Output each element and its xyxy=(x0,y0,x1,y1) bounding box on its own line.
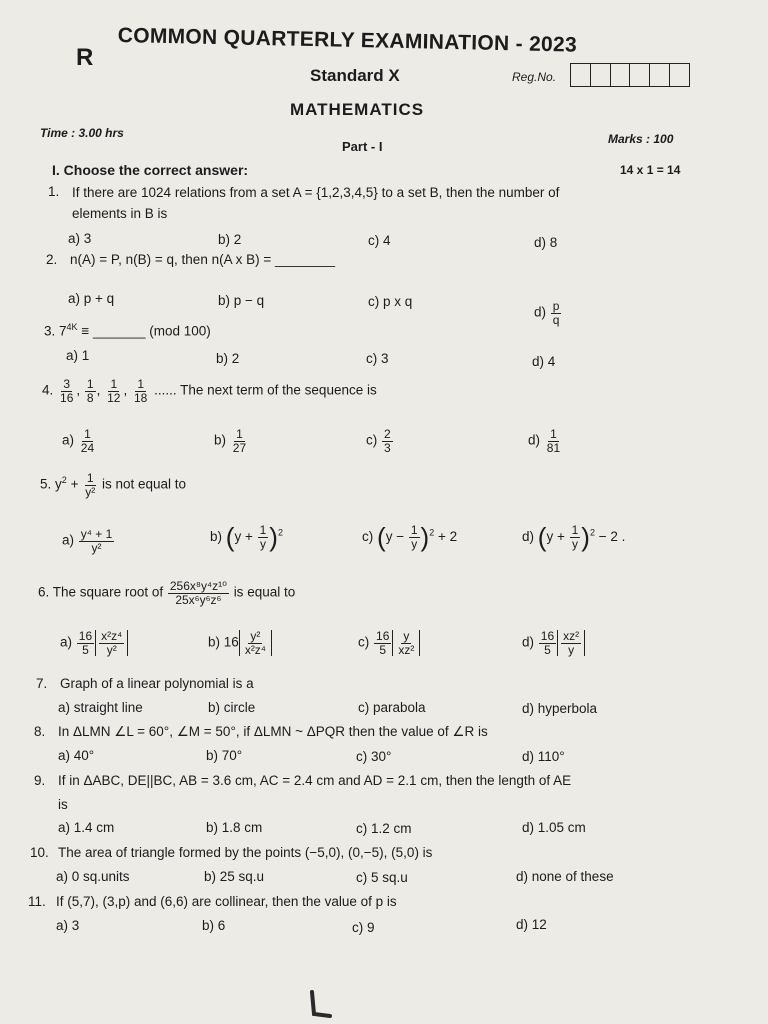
reg-no-label: Reg.No. xyxy=(512,70,557,84)
numerator: 1 xyxy=(236,427,243,441)
question-text: elements in B is xyxy=(72,206,168,221)
base: 7 xyxy=(59,323,67,339)
question-tail: ≡ _______ (mod 100) xyxy=(81,323,211,339)
fraction xyxy=(561,630,581,656)
denominator: 12 xyxy=(107,390,121,405)
option-label: d) xyxy=(522,634,535,650)
expr: y + xyxy=(234,529,253,545)
denominator: xz² xyxy=(398,642,415,657)
numerator: 256x⁸y⁴z¹⁰ xyxy=(169,579,227,593)
question-number: 8. xyxy=(34,724,46,739)
numerator: x²z⁴ xyxy=(101,629,123,643)
numerator: 16 xyxy=(78,629,93,643)
numerator: 1 xyxy=(410,523,418,538)
question-number: 10. xyxy=(30,845,49,860)
denominator: 81 xyxy=(546,440,561,455)
question-tail: ...... The next term of the sequence is xyxy=(154,382,377,398)
fraction xyxy=(168,580,229,606)
option-a xyxy=(62,428,97,454)
section-marks: 14 x 1 = 14 xyxy=(620,163,681,177)
numerator: 16 xyxy=(376,629,390,643)
fraction xyxy=(551,300,562,326)
question-text xyxy=(40,472,186,498)
question-text: 4. $\frac{3}{16}$ , $\frac{1}{8}$ , $\frac{1}{12}$ , $\frac{1}{18}$ ...... The next term of the sequence is xyxy=(42,377,377,405)
fraction xyxy=(570,524,581,550)
numerator: p xyxy=(552,299,560,313)
fraction xyxy=(539,630,556,656)
option-c: c) p x q xyxy=(368,294,413,309)
option-d: d) 4 xyxy=(532,354,556,369)
numerator: 3 xyxy=(63,377,71,391)
question-number: 7. xyxy=(36,676,48,691)
denominator: 5 xyxy=(379,642,387,657)
denominator: 5 xyxy=(82,642,89,657)
option-d: d) 8 xyxy=(534,235,558,250)
denominator: 24 xyxy=(80,440,95,455)
reg-no-box xyxy=(571,64,591,86)
denominator: 18 xyxy=(133,390,148,405)
option-c xyxy=(362,522,457,553)
fraction xyxy=(396,630,416,656)
option-a xyxy=(62,528,115,554)
option-b: b) 25 sq.u xyxy=(204,869,265,884)
question-tail: is equal to xyxy=(233,584,296,600)
denominator: y² xyxy=(106,642,117,657)
denominator: 27 xyxy=(232,440,247,455)
numerator: 1 xyxy=(137,377,144,391)
option-label: c) xyxy=(362,529,374,545)
numerator: 1 xyxy=(550,427,557,441)
option-d: d) 1.05 cm xyxy=(522,820,586,835)
fraction xyxy=(99,630,124,656)
question-number: 1. xyxy=(48,184,60,199)
total-marks: Marks : 100 xyxy=(608,132,674,146)
question-number: 4. xyxy=(42,382,54,398)
option-d xyxy=(528,428,563,454)
question-tail: is not equal to xyxy=(101,476,187,492)
numerator: y xyxy=(403,629,410,643)
part-label: Part - I xyxy=(342,139,383,154)
option-label: b) xyxy=(210,529,223,545)
paren-open: ( xyxy=(377,522,386,552)
option-label: c) xyxy=(358,634,370,650)
denominator: 3 xyxy=(384,440,391,455)
fraction xyxy=(85,378,96,404)
absolute-value xyxy=(239,630,272,656)
denominator: y xyxy=(568,642,575,657)
denominator: y² xyxy=(91,540,102,555)
question-text: If (5,7), (3,p) and (6,6) are collinear, then the value of p is xyxy=(56,894,397,909)
option-a xyxy=(60,630,128,656)
option-a: a) 3 xyxy=(56,918,80,933)
reg-no-box xyxy=(670,64,689,86)
numerator: 1 xyxy=(259,523,267,538)
option-label: b) xyxy=(208,634,221,650)
option-d: d) 12 xyxy=(516,917,547,932)
question-text xyxy=(44,322,211,339)
option-c: c) 5 sq.u xyxy=(356,870,408,885)
denominator: 16 xyxy=(60,390,74,405)
reg-no-box xyxy=(650,64,670,86)
question-text: In ΔLMN ∠L = 60°, ∠M = 50°, if ΔLMN ~ ΔPQR then the value of ∠R is xyxy=(58,724,488,739)
option-a: a) 1.4 cm xyxy=(58,820,115,835)
option-b: b) 70° xyxy=(206,748,243,763)
question-text: If in ΔABC, DE||BC, AB = 3.6 cm, AC = 2.4 cm and AD = 2.1 cm, then the length of AE xyxy=(58,773,572,788)
paren-close: ) xyxy=(269,522,278,552)
fraction xyxy=(243,630,268,656)
option-label: a) xyxy=(60,634,73,650)
option-b: b) circle xyxy=(208,700,256,715)
expr: y + xyxy=(546,529,565,545)
question-number: 11. xyxy=(28,894,46,909)
question-number: 5. xyxy=(40,476,52,492)
expr-tail: + 2 xyxy=(437,529,458,545)
question-text: n(A) = P, n(B) = q, then n(A x B) = ________ xyxy=(70,252,336,267)
option-b: b) p − q xyxy=(218,293,265,308)
denominator: y² xyxy=(85,484,96,499)
question-text: Graph of a linear polynomial is a xyxy=(60,676,254,691)
exponent: 2 xyxy=(61,475,67,486)
option-a: a) p + q xyxy=(68,291,115,306)
numerator: 1 xyxy=(86,471,94,485)
option-c xyxy=(358,630,420,656)
denominator: x²z⁴ xyxy=(244,642,266,657)
numerator: xz² xyxy=(563,629,580,643)
option-c xyxy=(366,428,394,454)
absolute-value xyxy=(95,630,128,656)
section-instruction: I. Choose the correct answer: xyxy=(52,162,249,178)
subject-title: MATHEMATICS xyxy=(290,100,425,119)
option-b: b) 1.8 cm xyxy=(206,820,263,835)
denominator: 8 xyxy=(86,390,94,405)
fraction xyxy=(374,630,391,656)
fraction xyxy=(258,524,269,550)
paren-open: ( xyxy=(537,522,547,552)
option-d: d) 110° xyxy=(522,749,565,764)
option-a: a) straight line xyxy=(58,700,143,715)
exponent: 2 xyxy=(429,527,435,538)
option-label: a) xyxy=(62,532,75,548)
reg-no-boxes xyxy=(570,63,690,87)
exponent: 4K xyxy=(66,322,78,332)
denominator: y xyxy=(571,537,578,551)
denominator: 25x⁶y⁶z⁶ xyxy=(175,592,222,607)
option-label: d) xyxy=(528,432,541,448)
option-b xyxy=(210,522,283,553)
option-b: b) 2 xyxy=(218,232,242,247)
numerator: 16 xyxy=(540,629,555,643)
option-a: a) 0 sq.units xyxy=(56,869,130,884)
expr: y − xyxy=(385,529,405,545)
option-label: a) xyxy=(62,432,75,448)
option-label: d) xyxy=(522,529,535,545)
time-allowed: Time : 3.00 hrs xyxy=(40,126,124,140)
numerator: 1 xyxy=(86,377,94,391)
fraction xyxy=(77,630,94,656)
numerator: y⁴ + 1 xyxy=(80,527,113,541)
absolute-value xyxy=(557,630,585,656)
absolute-value xyxy=(392,630,420,656)
option-a: a) 3 xyxy=(68,231,92,246)
fraction xyxy=(409,524,420,550)
option-c: c) 1.2 cm xyxy=(356,821,412,836)
option-c: c) 3 xyxy=(366,351,389,366)
denominator: 5 xyxy=(544,642,551,657)
paren-close: ) xyxy=(420,522,430,552)
ink-mark-decoration xyxy=(300,990,340,1020)
question-number: 6. xyxy=(38,584,50,600)
numerator: 2 xyxy=(384,427,391,441)
numerator: 1 xyxy=(571,523,579,538)
fraction xyxy=(545,428,562,454)
numerator: 1 xyxy=(110,377,118,391)
reg-no-box xyxy=(591,64,611,86)
question-text: If there are 1024 relations from a set A = {1,2,3,4,5} to a set B, then the number of xyxy=(72,185,560,200)
exponent: 2 xyxy=(589,527,595,538)
fraction xyxy=(79,428,96,454)
option-b: b) 2 xyxy=(216,351,240,366)
question-text: is xyxy=(58,797,68,812)
exam-title: COMMON QUARTERLY EXAMINATION - 2023 xyxy=(117,24,578,57)
option-c: c) parabola xyxy=(358,700,426,715)
exponent: 2 xyxy=(277,527,283,538)
fraction xyxy=(132,378,149,404)
fraction xyxy=(231,428,248,454)
option-c: c) 9 xyxy=(352,920,375,935)
option-a: a) 1 xyxy=(66,348,90,363)
option-c: c) 30° xyxy=(356,749,392,764)
fraction xyxy=(382,428,393,454)
fraction xyxy=(105,378,122,404)
series-code: R xyxy=(76,44,94,71)
question-lead: The square root of xyxy=(52,584,164,600)
numerator: y² xyxy=(250,629,261,643)
question-number: 2. xyxy=(46,252,58,267)
coefficient: 16 xyxy=(223,634,239,650)
paren-close: ) xyxy=(581,522,590,552)
option-d: d) hyperbola xyxy=(522,701,598,716)
reg-no-box xyxy=(611,64,631,86)
plus-sign: + xyxy=(70,476,79,492)
question-text xyxy=(38,580,295,606)
option-a: a) 40° xyxy=(58,748,95,763)
option-d xyxy=(534,300,562,326)
question-number: 3. xyxy=(44,323,56,339)
lhs: y xyxy=(55,476,62,492)
fraction xyxy=(58,378,75,404)
option-b: b) 6 xyxy=(202,918,226,933)
option-label: b) xyxy=(214,432,227,448)
paren-open: ( xyxy=(225,522,235,552)
reg-no-box xyxy=(630,64,650,86)
expr-tail: − 2 . xyxy=(598,529,626,545)
option-b xyxy=(214,428,249,454)
option-d xyxy=(522,522,625,553)
question-text: The area of triangle formed by the points (−5,0), (0,−5), (5,0) is xyxy=(58,845,433,860)
fraction xyxy=(83,472,97,498)
denominator: y xyxy=(411,537,418,551)
denominator: q xyxy=(552,312,560,327)
option-label: c) xyxy=(366,432,378,448)
denominator: y xyxy=(259,537,266,551)
option-label: d) xyxy=(534,304,547,320)
standard-label: Standard X xyxy=(310,66,400,85)
option-d: d) none of these xyxy=(516,869,614,884)
question-number: 9. xyxy=(34,773,46,788)
option-d xyxy=(522,630,585,656)
option-c: c) 4 xyxy=(368,233,391,248)
numerator: 1 xyxy=(84,427,91,441)
fraction xyxy=(79,528,115,554)
option-b xyxy=(208,630,272,656)
